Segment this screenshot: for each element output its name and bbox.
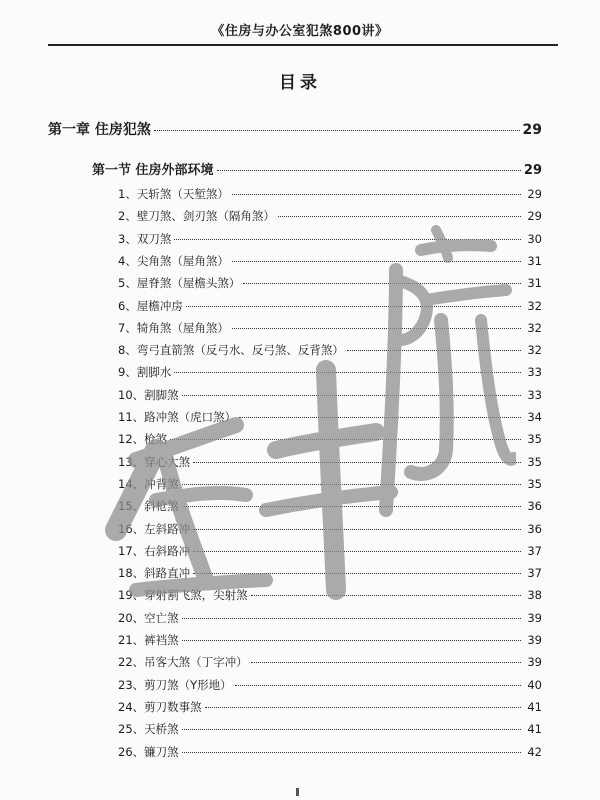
dot-leader [170, 439, 521, 440]
entry-title: 双刀煞 [136, 231, 172, 246]
dot-leader [232, 328, 521, 329]
dot-leader [182, 395, 521, 396]
dot-leader [186, 306, 521, 307]
dot-leader [193, 462, 521, 463]
dot-leader [251, 595, 521, 596]
dot-leader [235, 685, 521, 686]
toc-entry[interactable] [118, 431, 542, 449]
entry-page-number: 29 [527, 209, 542, 224]
entry-page-number: 34 [527, 410, 542, 424]
entry-title: 斜路直冲 [144, 566, 191, 581]
toc-entry[interactable] [118, 721, 542, 739]
entry-number: 15、 [118, 499, 145, 514]
entry-number: 17、 [118, 543, 145, 558]
dot-leader [182, 506, 521, 507]
entry-title: 冲背煞 [144, 476, 179, 491]
toc-entry[interactable] [118, 208, 542, 226]
toc-entry[interactable] [118, 565, 542, 583]
entry-page-number: 31 [527, 253, 542, 268]
dot-leader [232, 194, 521, 195]
entry-title: 斜枪煞 [144, 499, 179, 514]
entry-number: 22、 [118, 655, 145, 670]
entry-page-number: 42 [527, 744, 542, 759]
toc-entry[interactable] [118, 298, 542, 316]
book-title: 《住房与办公室犯煞800讲》 [211, 24, 389, 39]
toc-entry[interactable] [118, 699, 542, 717]
entry-title: 弯弓直箭煞（反弓水、反弓煞、反背煞） [136, 343, 344, 358]
entry-number: 16、 [118, 521, 145, 536]
entry-page-number: 37 [527, 566, 542, 581]
entry-number: 9、 [118, 365, 137, 380]
dot-leader [193, 529, 521, 530]
entry-page-number: 32 [527, 298, 542, 313]
toc-entry[interactable] [118, 521, 542, 539]
toc-entry[interactable] [118, 587, 542, 605]
entry-page-number: 31 [527, 276, 542, 291]
entry-page-number: 30 [527, 231, 542, 246]
entry-number: 1、 [118, 187, 137, 201]
dot-leader [182, 640, 521, 641]
entry-number: 18、 [118, 566, 145, 581]
entry-number: 14、 [118, 476, 145, 491]
entry-number: 7、 [118, 320, 137, 335]
entry-title: 剪刀数事煞 [144, 699, 202, 714]
toc-entry[interactable] [118, 275, 542, 293]
entry-page-number: 29 [527, 187, 542, 201]
entry-title: 尖角煞（屋角煞） [136, 253, 229, 268]
entry-number: 2、 [118, 209, 137, 224]
entry-page-number: 39 [527, 633, 542, 647]
toc-entry[interactable] [118, 744, 542, 762]
section-title: 第一节 住房外部环境 [92, 163, 214, 178]
entry-title: 天桥煞 [144, 722, 179, 737]
entry-number: 23、 [118, 677, 145, 692]
entry-page-number: 37 [527, 543, 542, 558]
toc-entry[interactable] [118, 231, 542, 249]
entry-title: 路冲煞（虎口煞） [144, 410, 237, 424]
toc-entry[interactable] [118, 610, 542, 628]
entry-number: 10、 [118, 387, 145, 402]
entry-page-number: 40 [527, 677, 542, 692]
dot-leader [251, 662, 521, 663]
toc-entry[interactable] [118, 342, 542, 360]
dot-leader [243, 283, 521, 284]
entry-page-number: 41 [527, 722, 542, 737]
entry-number: 3、 [118, 231, 137, 246]
entry-number: 12、 [118, 432, 145, 447]
entry-page-number: 32 [527, 343, 542, 358]
toc-entry[interactable] [118, 387, 542, 405]
toc-entry[interactable] [118, 454, 542, 472]
section-page-number: 29 [523, 163, 542, 178]
entry-title: 屋脊煞（屋檐头煞） [136, 276, 241, 291]
page-number-mark [296, 788, 299, 796]
dot-leader [193, 573, 521, 574]
toc-heading: 目录 [279, 73, 321, 93]
entry-page-number: 35 [527, 454, 542, 469]
entry-title: 壁刀煞、剑刃煞（隔角煞） [136, 209, 275, 224]
entry-number: 26、 [118, 744, 145, 759]
toc-entry[interactable] [118, 186, 542, 204]
toc-entry[interactable] [118, 409, 542, 427]
header-rule [48, 44, 558, 46]
entry-page-number: 39 [527, 655, 542, 670]
toc-entry[interactable] [118, 364, 542, 382]
dot-leader [239, 417, 521, 418]
entry-title: 割脚煞 [144, 387, 179, 402]
toc-entry[interactable] [118, 253, 542, 271]
entry-number: 20、 [118, 610, 145, 625]
toc-entry[interactable] [118, 320, 542, 338]
entry-title: 空亡煞 [144, 610, 179, 625]
entry-number: 13、 [118, 454, 145, 469]
entry-number: 21、 [118, 633, 145, 647]
dot-leader [174, 239, 521, 240]
entry-number: 5、 [118, 276, 137, 291]
dot-leader [278, 216, 521, 217]
dot-leader [205, 707, 521, 708]
dot-leader [182, 484, 521, 485]
chapter-title: 第一章 住房犯煞 [48, 122, 151, 138]
toc-entry[interactable] [118, 654, 542, 672]
entry-page-number: 33 [527, 365, 542, 380]
toc-entry[interactable] [118, 498, 542, 516]
entry-title: 屋檐冲房 [136, 298, 183, 313]
entry-number: 19、 [118, 588, 145, 603]
entry-number: 25、 [118, 722, 145, 737]
entry-number: 8、 [118, 343, 137, 358]
toc-entry[interactable] [118, 677, 542, 695]
toc-chapter-line[interactable] [48, 119, 542, 137]
dot-leader [217, 170, 521, 171]
dot-leader [193, 551, 521, 552]
entry-page-number: 35 [527, 476, 542, 491]
entry-title: 吊客大煞（丁字冲） [144, 655, 248, 670]
toc-entry[interactable] [118, 632, 542, 650]
dot-leader [154, 130, 520, 131]
entry-title: 枪煞 [144, 432, 168, 447]
entry-page-number: 32 [527, 320, 542, 335]
entry-title: 天斩煞（天堑煞） [136, 187, 229, 201]
chapter-page-number: 29 [522, 122, 542, 138]
entry-title: 割脚水 [136, 365, 172, 380]
toc-section-line[interactable] [92, 159, 542, 177]
entry-page-number: 41 [527, 699, 542, 714]
entry-title: 裤裆煞 [144, 633, 179, 647]
entry-number: 4、 [118, 253, 137, 268]
entry-title: 镰刀煞 [144, 744, 179, 759]
entry-page-number: 33 [527, 387, 542, 402]
entry-title: 犄角煞（屋角煞） [136, 320, 229, 335]
dot-leader [182, 752, 521, 753]
dot-leader [182, 618, 521, 619]
entry-title: 剪刀煞（Y形地） [144, 677, 232, 692]
dot-leader [174, 372, 521, 373]
dot-leader [347, 350, 521, 351]
entry-number: 24、 [118, 699, 145, 714]
entry-number: 6、 [118, 298, 137, 313]
entry-page-number: 36 [527, 499, 542, 514]
dot-leader [182, 729, 521, 730]
entry-page-number: 39 [527, 610, 542, 625]
dot-leader [232, 261, 521, 262]
entry-page-number: 38 [527, 588, 542, 603]
entry-page-number: 35 [527, 432, 542, 447]
entry-page-number: 36 [527, 521, 542, 536]
entry-title: 左斜路冲 [144, 521, 191, 536]
toc-entry[interactable] [118, 543, 542, 561]
entry-title: 穿射割飞煞，尖射煞 [144, 588, 248, 603]
entry-number: 11、 [118, 410, 145, 424]
toc-entry[interactable] [118, 476, 542, 494]
entry-title: 右斜路冲 [144, 543, 191, 558]
entry-title: 穿心大煞 [144, 454, 191, 469]
